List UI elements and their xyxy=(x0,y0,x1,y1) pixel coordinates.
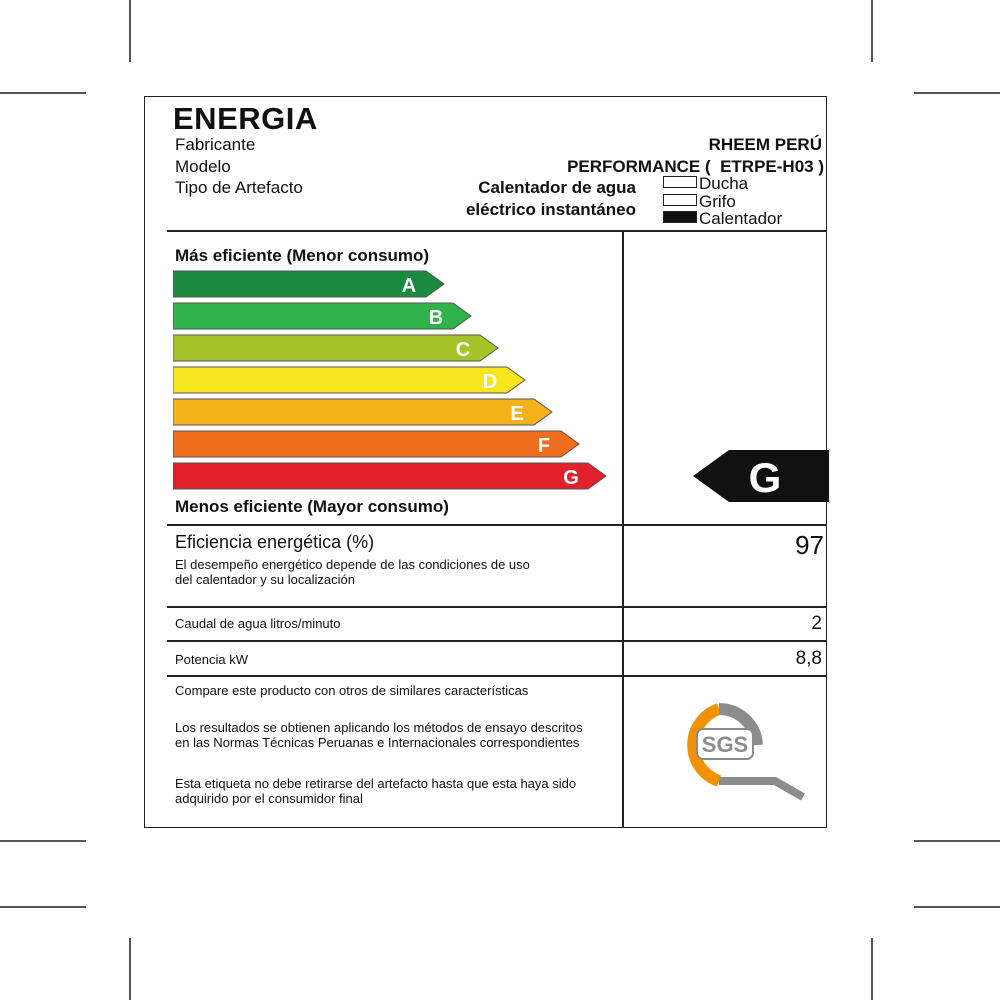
scale-bottom-label: Menos eficiente (Mayor consumo) xyxy=(175,497,449,516)
crop-mark xyxy=(914,840,1000,842)
fabricante-label: Fabricante xyxy=(175,135,256,154)
crop-mark xyxy=(871,0,873,62)
checkbox-box xyxy=(663,194,697,206)
class-arrow-f xyxy=(173,431,579,457)
note-compare: Compare este producto con otros de similares características xyxy=(175,683,529,698)
arrow-bar xyxy=(173,463,606,489)
checkbox-label: Ducha xyxy=(699,174,749,193)
modelo-label: Modelo xyxy=(175,157,231,176)
sgs-logo-text: SGS xyxy=(701,732,749,757)
arrow-letter: G xyxy=(563,467,579,489)
efficiency-label: Eficiencia energética (%) xyxy=(175,532,375,552)
arrow-letter: A xyxy=(401,275,417,297)
label-title: ENERGIA xyxy=(173,101,318,136)
arrow-bar xyxy=(173,303,471,329)
efficiency-scale xyxy=(173,269,613,495)
potencia-value: 8,8 xyxy=(795,648,822,669)
checkbox-label: Calentador xyxy=(699,209,783,228)
crop-mark xyxy=(129,0,131,62)
arrow-letter: C xyxy=(455,339,471,361)
modelo-value: PERFORMANCE ( ETRPE-H03 ) xyxy=(567,157,824,176)
sgs-gray-tail xyxy=(719,781,803,797)
class-arrow-a xyxy=(173,271,444,297)
rating-indicator xyxy=(693,450,829,502)
checkbox-label: Grifo xyxy=(699,192,736,211)
crop-mark xyxy=(0,92,86,94)
class-arrow-c xyxy=(173,335,498,361)
efficiency-note: El desempeño energético depende de las condiciones de uso del calentador y su localización xyxy=(175,557,530,587)
arrow-letter: D xyxy=(482,371,498,393)
fabricante-value: RHEEM PERÚ xyxy=(708,135,822,154)
note-methods: Los resultados se obtienen aplicando los métodos de ensayo descritos en las Normas Técnicas Peruanas e Internacionales correspondientes xyxy=(175,720,583,750)
arrow-bar xyxy=(173,399,552,425)
checkbox-box-checked xyxy=(663,211,697,223)
arrow-bar xyxy=(173,367,525,393)
tipo-value-line1: Calentador de agua xyxy=(478,178,636,197)
crop-mark xyxy=(914,906,1000,908)
divider xyxy=(167,675,827,677)
tipo-value-line2: eléctrico instantáneo xyxy=(465,200,636,219)
crop-mark xyxy=(914,92,1000,94)
checkbox-grifo xyxy=(663,193,736,210)
note-retention: Esta etiqueta no debe retirarse del artefacto hasta que esta haya sido adquirido por el consumidor final xyxy=(175,776,577,806)
class-arrow-d xyxy=(173,367,525,393)
arrow-bar xyxy=(173,431,579,457)
checkbox-calentador xyxy=(663,210,782,227)
divider xyxy=(167,606,827,608)
divider xyxy=(167,230,827,232)
divider xyxy=(167,640,827,642)
caudal-value: 2 xyxy=(811,613,822,634)
arrow-letter: F xyxy=(537,435,551,457)
arrow-letter: E xyxy=(510,403,524,425)
sgs-logo xyxy=(675,701,810,801)
energy-label xyxy=(144,96,827,828)
checkbox-box xyxy=(663,176,697,188)
class-arrow-b xyxy=(173,303,471,329)
arrow-letter: B xyxy=(428,307,444,329)
efficiency-value: 97 xyxy=(795,530,824,560)
tipo-label: Tipo de Artefacto xyxy=(175,178,303,197)
divider xyxy=(167,524,827,526)
scale-top-label: Más eficiente (Menor consumo) xyxy=(175,246,430,265)
class-arrow-g xyxy=(173,463,606,489)
class-arrow-e xyxy=(173,399,552,425)
crop-mark xyxy=(871,938,873,1000)
checkbox-ducha xyxy=(663,175,748,192)
potencia-label: Potencia kW xyxy=(175,652,248,667)
crop-mark xyxy=(0,906,86,908)
arrow-bar xyxy=(173,335,498,361)
crop-mark xyxy=(129,938,131,1000)
crop-mark xyxy=(0,840,86,842)
rating-letter: G xyxy=(748,454,782,501)
column-divider xyxy=(622,230,624,827)
caudal-label: Caudal de agua litros/minuto xyxy=(175,616,341,631)
